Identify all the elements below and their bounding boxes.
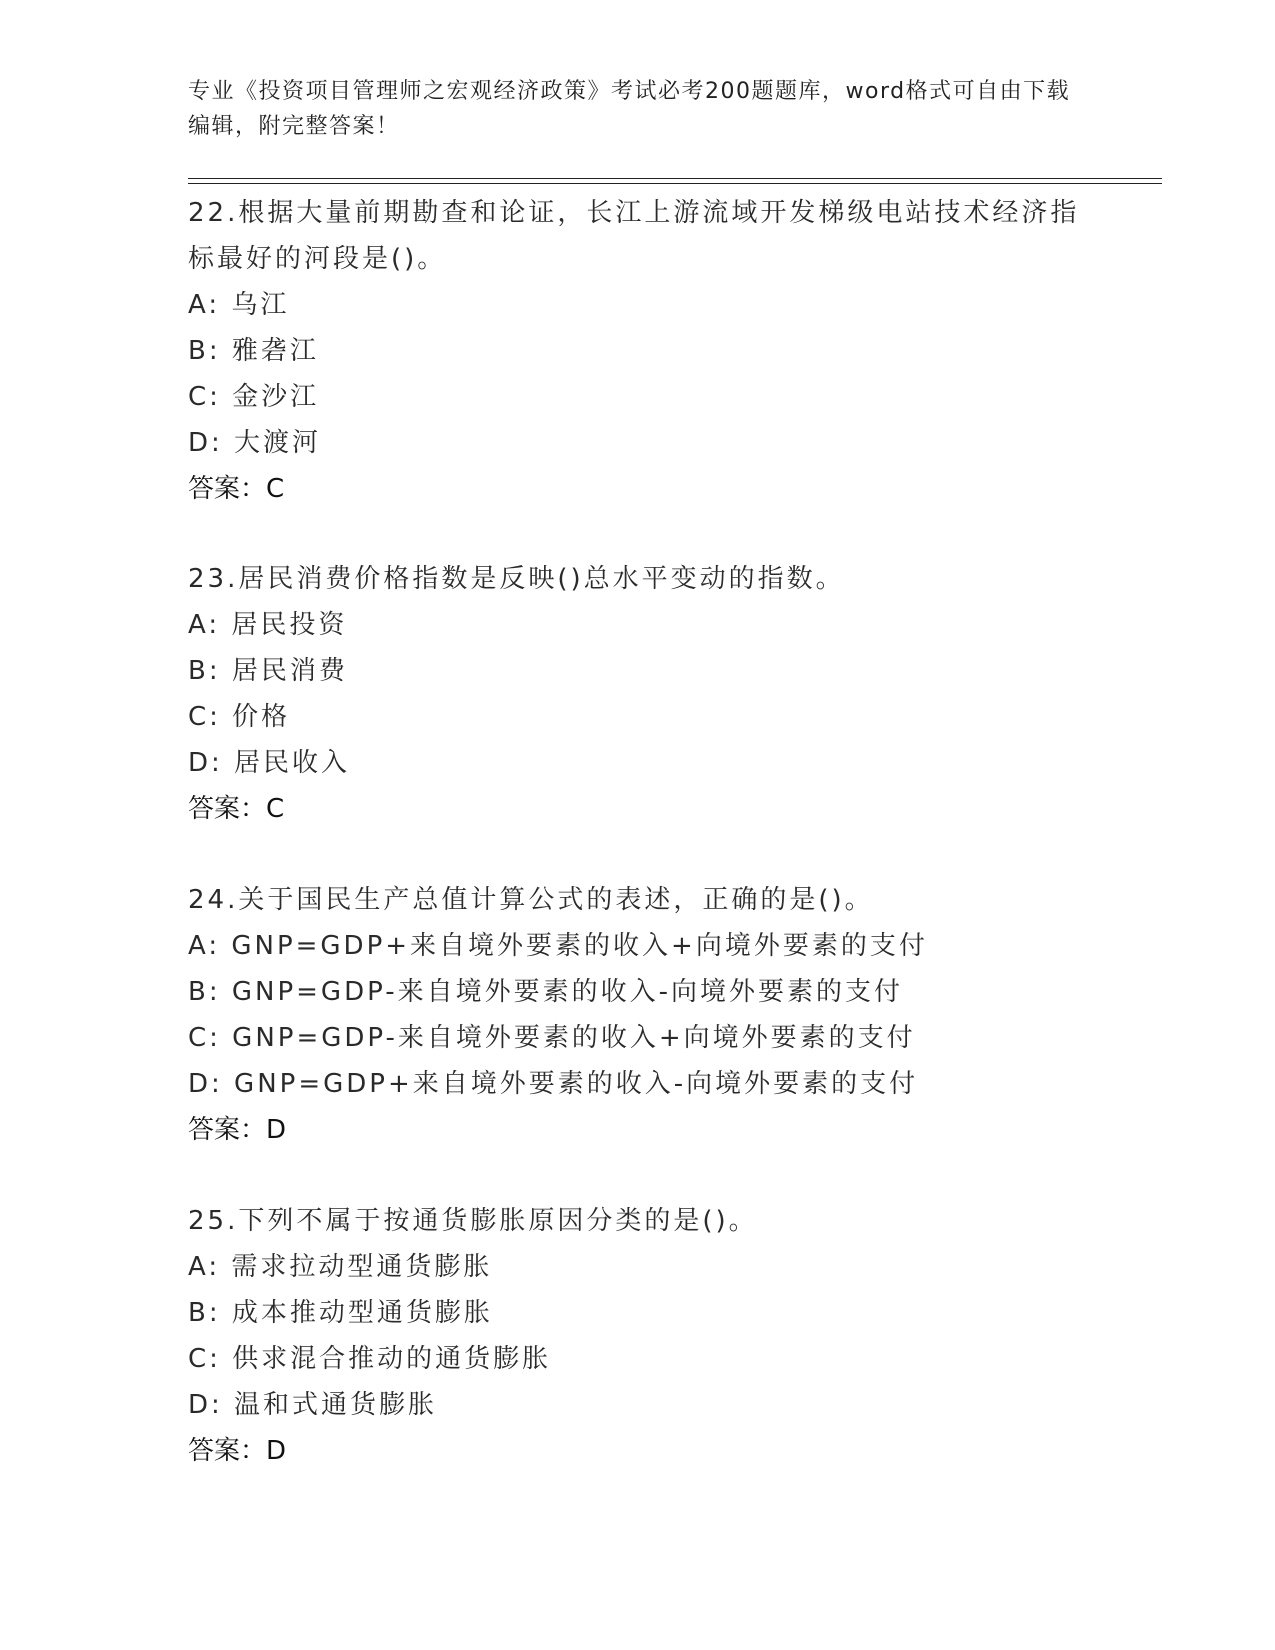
- option-c: C: 供求混合推动的通货膨胀: [188, 1344, 552, 1374]
- option-c: C: 金沙江: [188, 382, 320, 412]
- question-22: [188, 190, 1088, 512]
- document-header: 专业《投资项目管理师之宏观经济政策》考试必考200题题库，word格式可自由下载编辑，附完整答案！: [188, 79, 1071, 139]
- option-c: C: GNP=GDP-来自境外要素的收入+向境外要素的支付: [188, 1023, 916, 1053]
- option-a: A: GNP=GDP+来自境外要素的收入+向境外要素的支付: [188, 931, 928, 961]
- option-a: A: 居民投资: [188, 610, 348, 640]
- option-d: D: GNP=GDP+来自境外要素的收入-向境外要素的支付: [188, 1069, 919, 1099]
- option-b: B: GNP=GDP-来自境外要素的收入-向境外要素的支付: [188, 977, 903, 1007]
- answer: 答案：C: [188, 474, 285, 504]
- header-divider-bottom: [188, 183, 1162, 184]
- answer: 答案：D: [188, 1115, 287, 1145]
- question-23: [188, 556, 1088, 832]
- question-stem: 25.下列不属于按通货膨胀原因分类的是()。: [188, 1206, 758, 1236]
- answer: 答案：C: [188, 794, 285, 824]
- option-d: D: 温和式通货膨胀: [188, 1390, 438, 1420]
- question-24: [188, 877, 1088, 1153]
- header-divider-top: [188, 178, 1162, 179]
- answer: 答案：D: [188, 1436, 287, 1466]
- question-stem: 22.根据大量前期勘查和论证，长江上游流域开发梯级电站技术经济指标最好的河段是()。: [188, 198, 1080, 274]
- option-b: B: 成本推动型通货膨胀: [188, 1298, 493, 1328]
- option-b: B: 居民消费: [188, 656, 348, 686]
- option-c: C: 价格: [188, 702, 291, 732]
- option-a: A: 需求拉动型通货膨胀: [188, 1252, 493, 1282]
- option-d: D: 居民收入: [188, 748, 351, 778]
- question-25: [188, 1198, 1088, 1474]
- option-d: D: 大渡河: [188, 428, 322, 458]
- option-a: A: 乌江: [188, 290, 290, 320]
- question-stem: 23.居民消费价格指数是反映()总水平变动的指数。: [188, 564, 845, 594]
- option-b: B: 雅砻江: [188, 336, 319, 366]
- question-stem: 24.关于国民生产总值计算公式的表述，正确的是()。: [188, 885, 874, 915]
